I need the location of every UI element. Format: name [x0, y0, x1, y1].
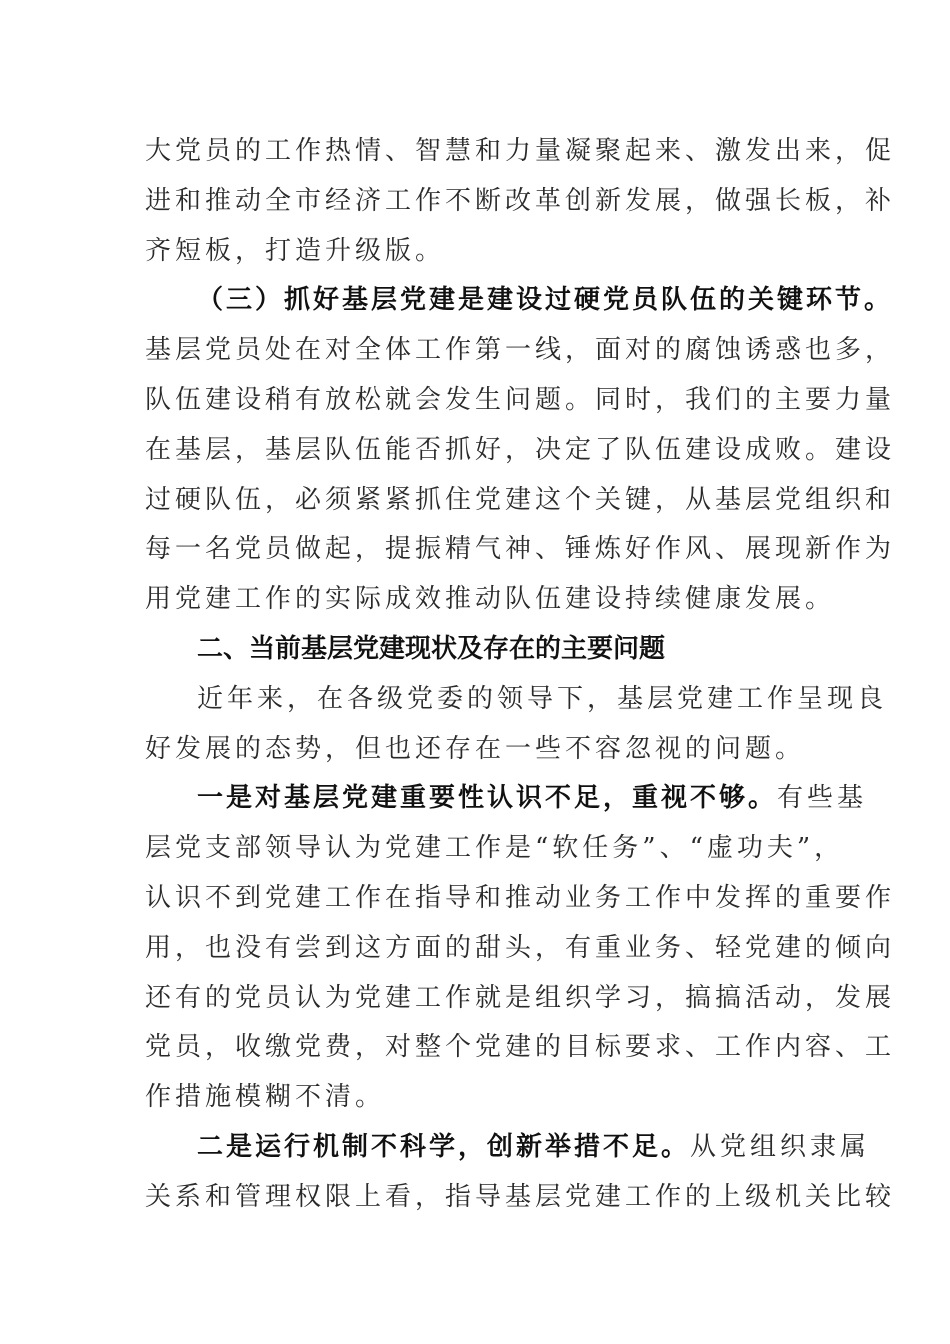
bold-lead-text: 一是对基层党建重要性认识不足，重视不够。 [197, 783, 778, 814]
text-line: 层党支部领导认为党建工作是“软任务”、“虚功夫”， [145, 833, 845, 864]
section-heading-2 [145, 625, 807, 675]
document-page [145, 127, 896, 1223]
text-line: 作措施模糊不清。 [145, 1082, 386, 1113]
section-heading: 二、当前基层党建现状及存在的主要问题 [197, 633, 666, 664]
text-line: 齐短板，打造升级版。 [145, 235, 446, 266]
text-line: 过硬队伍，必须紧紧抓住党建这个关键，从基层党组织和 [145, 484, 896, 515]
text-line: 基层党员处在对全体工作第一线，面对的腐蚀诱惑也多， [145, 335, 896, 366]
paragraph-continuation [145, 127, 896, 276]
text-line: 用党建工作的实际成效推动队伍建设持续健康发展。 [145, 584, 836, 615]
text-line: 进和推动全市经济工作不断改革创新发展，做强长板，补 [145, 185, 896, 216]
text-line: 近年来，在各级党委的领导下，基层党建工作呈现良 [197, 683, 888, 714]
text-line: 关系和管理权限上看，指导基层党建工作的上级机关比较 [145, 1181, 896, 1212]
text-line: 队伍建设稍有放松就会发生问题。同时，我们的主要力量 [145, 384, 896, 415]
text-line: 用，也没有尝到这方面的甜头，有重业务、轻党建的倾向 [145, 932, 896, 963]
text-line: 好发展的态势，但也还存在一些不容忽视的问题。 [145, 733, 806, 764]
paragraph-intro [145, 675, 888, 775]
text-line: 在基层，基层队伍能否抓好，决定了队伍建设成败。建设 [145, 434, 896, 465]
lead-tail-text: 有些基 [777, 783, 868, 814]
lead-tail-text: 从党组织隶属 [690, 1131, 871, 1162]
bold-lead-text: 二是运行机制不科学，创新举措不足。 [197, 1131, 691, 1162]
paragraph-subheading-3 [145, 276, 896, 625]
text-line [145, 774, 868, 824]
text-line: 党员，收缴党费，对整个党建的目标要求、工作内容、工 [145, 1032, 896, 1063]
text-line: 每一名党员做起，提振精气神、锤炼好作风、展现新作为 [145, 534, 896, 565]
text-line: 大党员的工作热情、智慧和力量凝聚起来、激发出来，促 [145, 136, 896, 166]
text-line: 认识不到党建工作在指导和推动业务工作中发挥的重要作 [145, 882, 896, 913]
text-line [145, 1123, 871, 1173]
paragraph-issue-2 [145, 1123, 896, 1223]
paragraph-issue-1 [145, 774, 896, 1123]
text-line: 还有的党员认为党建工作就是组织学习，搞搞活动，发展 [145, 982, 896, 1013]
subheading-three: （三）抓好基层党建是建设过硬党员队伍的关键环节。 [197, 285, 894, 316]
